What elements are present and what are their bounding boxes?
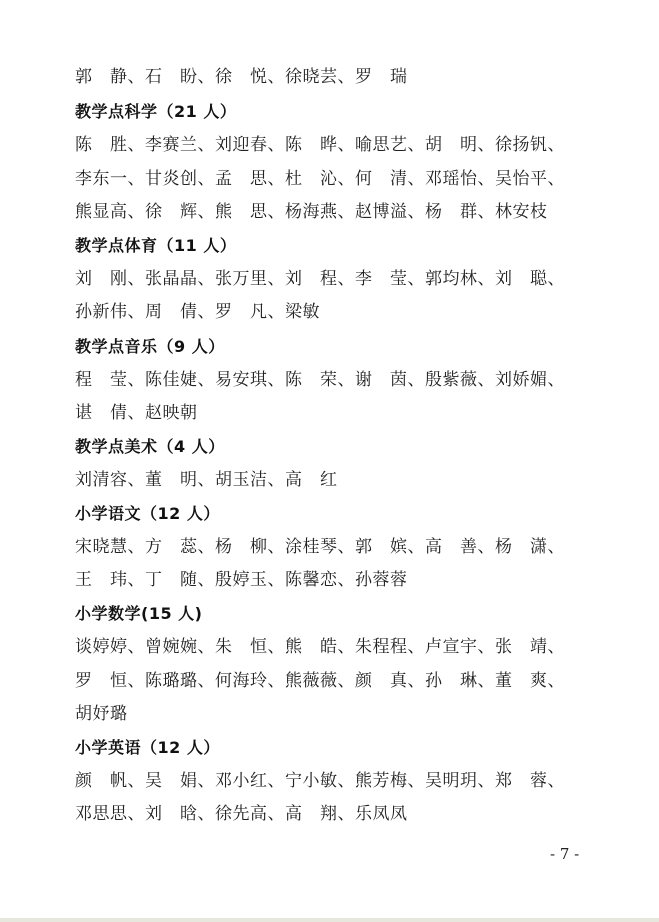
name-list-line: 程 莹、陈佳婕、易安琪、陈 荣、谢 茵、殷紫薇、刘娇媚、 (75, 370, 565, 390)
section-heading-pe: 教学点体育（11 人） (75, 236, 237, 255)
name-list-line: 宋晓慧、方 蕊、杨 柳、涂桂琴、郭 嫔、高 善、杨 潇、 (75, 537, 565, 557)
name-list-line: 王 玮、丁 随、殷婷玉、陈馨恋、孙蓉蓉 (75, 570, 408, 590)
name-list-line: 胡妤璐 (75, 704, 128, 724)
name-list-line: 刘清容、董 明、胡玉洁、高 红 (75, 470, 338, 490)
section-heading-math: 小学数学(15 人) (75, 604, 203, 623)
name-list-line: 颜 帆、吴 娟、邓小红、宁小敏、熊芳梅、吴明玥、郑 蓉、 (75, 771, 565, 791)
name-list-line: 郭 静、石 盼、徐 悦、徐晓芸、罗 瑞 (75, 67, 408, 87)
name-list-line: 谌 倩、赵映朝 (75, 403, 198, 423)
scan-bottom-edge (0, 918, 659, 922)
name-list-line: 李东一、甘炎创、孟 思、杜 沁、何 清、邓瑶怡、吴怡平、 (75, 169, 565, 189)
name-list-line: 熊显高、徐 辉、熊 思、杨海燕、赵博溢、杨 群、林安枝 (75, 202, 548, 222)
section-heading-english: 小学英语（12 人） (75, 738, 220, 757)
section-heading-chinese: 小学语文（12 人） (75, 504, 220, 523)
name-list-line: 邓思思、刘 晗、徐先高、高 翔、乐凤凤 (75, 804, 408, 824)
name-list-line: 孙新伟、周 倩、罗 凡、梁敏 (75, 302, 320, 322)
section-heading-science: 教学点科学（21 人） (75, 102, 237, 121)
name-list-line: 罗 恒、陈璐璐、何海玲、熊薇薇、颜 真、孙 琳、董 爽、 (75, 671, 565, 691)
page-number: - 7 - (550, 845, 580, 863)
name-list-line: 陈 胜、李赛兰、刘迎春、陈 晔、喻思艺、胡 明、徐扬钒、 (75, 135, 565, 155)
section-heading-music: 教学点音乐（9 人） (75, 337, 225, 356)
name-list-line: 刘 刚、张晶晶、张万里、刘 程、李 莹、郭均林、刘 聪、 (75, 269, 565, 289)
name-list-line: 谈婷婷、曾婉婉、朱 恒、熊 皓、朱程程、卢宣宇、张 靖、 (75, 637, 565, 657)
section-heading-art: 教学点美术（4 人） (75, 437, 225, 456)
